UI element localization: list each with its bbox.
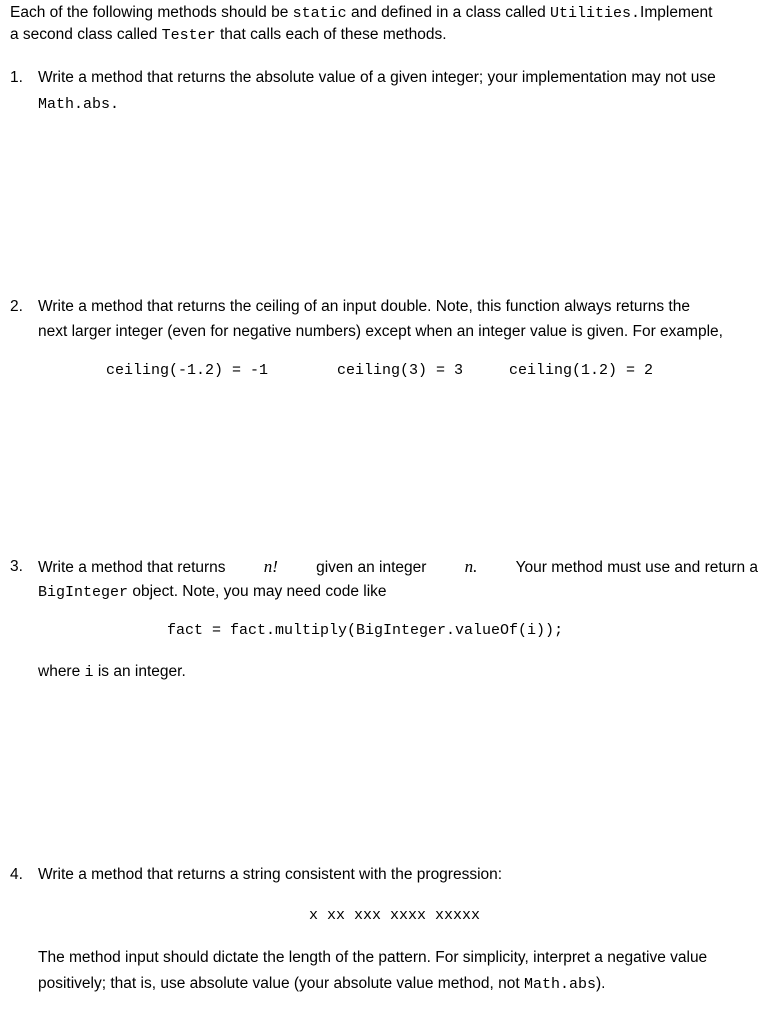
code-math-abs-2: Math.abs: [523, 976, 596, 993]
q3-text: is an integer.: [97, 663, 186, 680]
code-biginteger: BigInteger: [38, 584, 129, 601]
code-math-abs: Math.abs.: [38, 96, 120, 113]
code-static: static: [292, 5, 347, 22]
intro-text: a second class called: [10, 26, 158, 43]
intro-line-1: [10, 4, 712, 22]
ceiling-example-3: ceiling(1.2) = 2: [509, 362, 654, 379]
q3-text: given an integer: [316, 559, 427, 576]
q3-line-1: [38, 557, 758, 577]
question-number-4: 4.: [10, 866, 23, 883]
code-utilities: Utilities.: [550, 5, 641, 22]
q3-text: Write a method that returns: [38, 559, 226, 576]
q3-text: object. Note, you may need code like: [132, 583, 387, 600]
pattern-progression: x xx xxx xxxx xxxxx: [309, 907, 481, 924]
q4-line-1: Write a method that returns a string consistent with the progression:: [38, 866, 503, 883]
q4-text: positively; that is, use absolute value (your absolute value method, not: [38, 975, 520, 992]
q2-line-1: Write a method that returns the ceiling of an input double. Note, this function always returns the: [38, 298, 690, 315]
intro-line-2: [10, 26, 447, 44]
ceiling-example-2: ceiling(3) = 3: [337, 362, 464, 379]
intro-text: that calls each of these methods.: [219, 26, 447, 43]
q3-where-line: [38, 663, 186, 681]
q4-text: ).: [595, 975, 606, 992]
code-i: i: [84, 664, 94, 681]
math-n: n.: [464, 557, 478, 576]
q3-text: Your method must use and return a: [515, 559, 758, 576]
code-tester: Tester: [161, 27, 216, 44]
q1-line-1: Write a method that returns the absolute value of a given integer; your implementation may not use: [38, 69, 716, 86]
question-number-2: 2.: [10, 298, 23, 315]
q2-line-2: next larger integer (even for negative numbers) except when an integer value is given. For example,: [38, 323, 723, 340]
intro-text: and defined in a class called: [350, 4, 546, 21]
intro-text: Each of the following methods should be: [10, 4, 289, 21]
q3-line-2: [38, 583, 387, 601]
question-number-1: 1.: [10, 69, 23, 86]
q3-text: where: [38, 663, 81, 680]
q4-line-3: [38, 975, 605, 993]
question-number-3: 3.: [10, 558, 23, 575]
code-example-line: fact = fact.multiply(BigInteger.valueOf(i));: [167, 622, 564, 639]
intro-text: Implement: [640, 4, 713, 21]
ceiling-example-1: ceiling(-1.2) = -1: [106, 362, 269, 379]
q4-line-2: The method input should dictate the length of the pattern. For simplicity, interpret a negative value: [38, 949, 708, 966]
math-n-factorial: n!: [263, 557, 278, 576]
